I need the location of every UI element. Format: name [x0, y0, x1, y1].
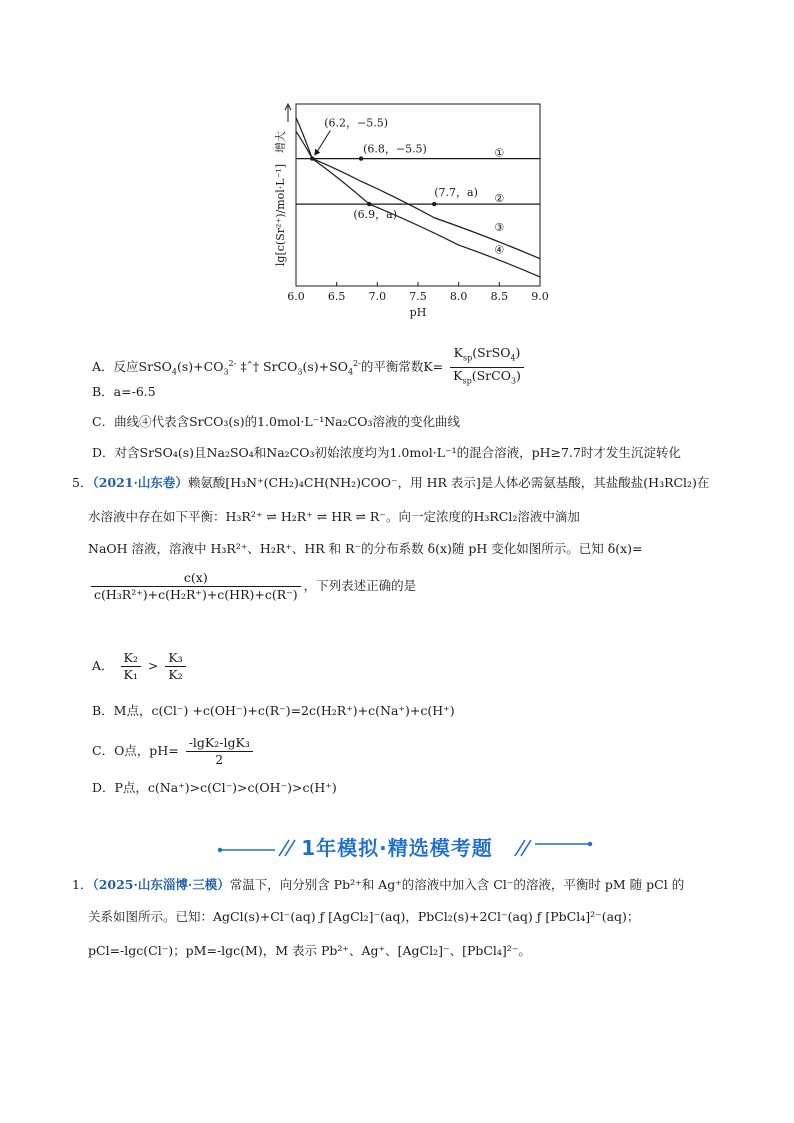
annotation-point: [367, 202, 371, 206]
x-axis-label: pH: [409, 306, 427, 319]
chart-svg: [248, 98, 558, 328]
q5-line3: NaOH 溶液，溶液中 H₃R²⁺、H₂R⁺、HR 和 R⁻的分布系数 δ(x)随 pH 变化如图所示。已知 δ(x)=: [88, 541, 643, 556]
line-label-2: ②: [494, 192, 505, 206]
x-tick-label: 7.5: [409, 290, 427, 303]
q1-text1: 常温下，向分别含 Pb²⁺和 Ag⁺的溶液中加入含 Cl⁻的溶液，平衡时 pM 随 pCl 的: [229, 877, 685, 892]
annotation-label: (6.2，−5.5): [324, 116, 389, 130]
x-tick-label: 8.0: [449, 290, 468, 303]
series-line-3: [296, 118, 540, 259]
section-banner-title: 1年模拟·精选模考题: [301, 836, 493, 860]
q4-option-b: B．a=-6.5: [92, 384, 156, 399]
annotation-arrow-head: [314, 149, 320, 156]
annotation-label: (7.7，a): [434, 186, 478, 200]
q4-a-fraction: $\frac{K_{sp}(SrSO_4)}{K_{sp}(SrCO_3)}$: [450, 345, 524, 389]
x-tick-label: 6.0: [287, 290, 305, 303]
q5-line2: 水溶液中存在如下平衡：H₃R²⁺ ⇌ H₂R⁺ ⇌ HR ⇌ R⁻。向一定浓度的H₃RCl₂溶液中滴加: [88, 509, 580, 524]
q4-option-a: A．反应$SrSO_4(s)+CO_3^{2-}$ ‡ˆ† $SrCO_3(s)+SO_4^{2-}$的平衡常数K= $\frac{K_{sp}(SrSO_4)}{K_{sp}(SrCO_3)}$: [92, 345, 527, 389]
q4-option-c: C．曲线④代表含SrCO₃(s)的1.0mol·L⁻¹Na₂CO₃溶液的变化曲线: [92, 414, 460, 429]
line-label-4: ④: [494, 243, 505, 257]
q5-option-c: C．O点，pH= $\frac{\text{-lgK₂-lgK₃}}{2}$: [92, 735, 256, 768]
q5-number: 5．: [72, 475, 93, 490]
q5-delta-fraction: $\frac{c(x)}{\text{c(H₃R²⁺)+c(H₂R⁺)+c(HR)+c(R⁻)}}$: [91, 570, 301, 603]
x-tick-label: 8.5: [490, 290, 509, 303]
y-axis-label: lg[c(Sr²⁺)/mol·L⁻¹]: [274, 163, 287, 267]
x-tick-label: 6.5: [327, 290, 346, 303]
annotation-point: [310, 156, 314, 160]
q5-option-b: B．M点，c(Cl⁻) +c(OH⁻)+c(R⁻)=2c(H₂R⁺)+c(Na⁺)+c(H⁺): [92, 703, 455, 718]
q5-line4: $\frac{c(x)}{\text{c(H₃R²⁺)+c(H₂R⁺)+c(HR)+c(R⁻)}}$ ，下列表述正确的是: [88, 570, 416, 603]
q1-line1: [72, 876, 684, 894]
line-label-1: ①: [494, 146, 505, 160]
annotation-label: (6.8，−5.5): [363, 142, 427, 156]
q4-option-d: D．对含SrSO₄(s)且Na₂SO₄和Na₂CO₃初始浓度均为1.0mol·L⁻¹的混合溶液，pH≥7.7时才发生沉淀转化: [92, 445, 681, 460]
q1-line2: 关系如图所示。已知：AgCl(s)+Cl⁻(aq) ƒ [AgCl₂]⁻(aq)，PbCl₂(s)+2Cl⁻(aq) ƒ [PbCl₄]²⁻(aq)；: [88, 909, 640, 924]
q1-line3: pCl=-lgc(Cl⁻)；pM=-lgc(M)，M 表示 Pb²⁺、Ag⁺、[AgCl₂]⁻、[PbCl₄]²⁻。: [88, 943, 531, 958]
q5-line1: [72, 474, 709, 492]
q1-source: （2025·山东淄博·三模）: [92, 877, 230, 892]
x-tick-label: 9.0: [531, 290, 549, 303]
annotation-label: (6.9，a): [353, 208, 398, 222]
q5-text1: 赖氨酸[H₃N⁺(CH₂)₄CH(NH₂)COO⁻，用 HR 表示]是人体必需氨基酸，其盐酸盐(H₃RCl₂)在: [187, 475, 710, 490]
y-axis-arrow-label: 增大: [274, 131, 287, 153]
q5-source: （2021·山东卷）: [92, 475, 188, 490]
line-label-3: ③: [494, 220, 505, 234]
q1-number: 1．: [72, 877, 93, 892]
x-tick-label: 7.0: [368, 290, 387, 303]
annotation-point: [432, 202, 436, 206]
q5-option-d: D．P点，c(Na⁺)>c(Cl⁻)>c(OH⁻)>c(H⁺): [92, 780, 337, 795]
q5-option-a: A． $\frac{\text{K₂}}{\text{K₁}}$ > $\frac{\text{K₃}}{\text{K₂}}$: [92, 650, 189, 683]
annotation-point: [359, 156, 363, 160]
sr-solubility-chart: [248, 98, 558, 328]
